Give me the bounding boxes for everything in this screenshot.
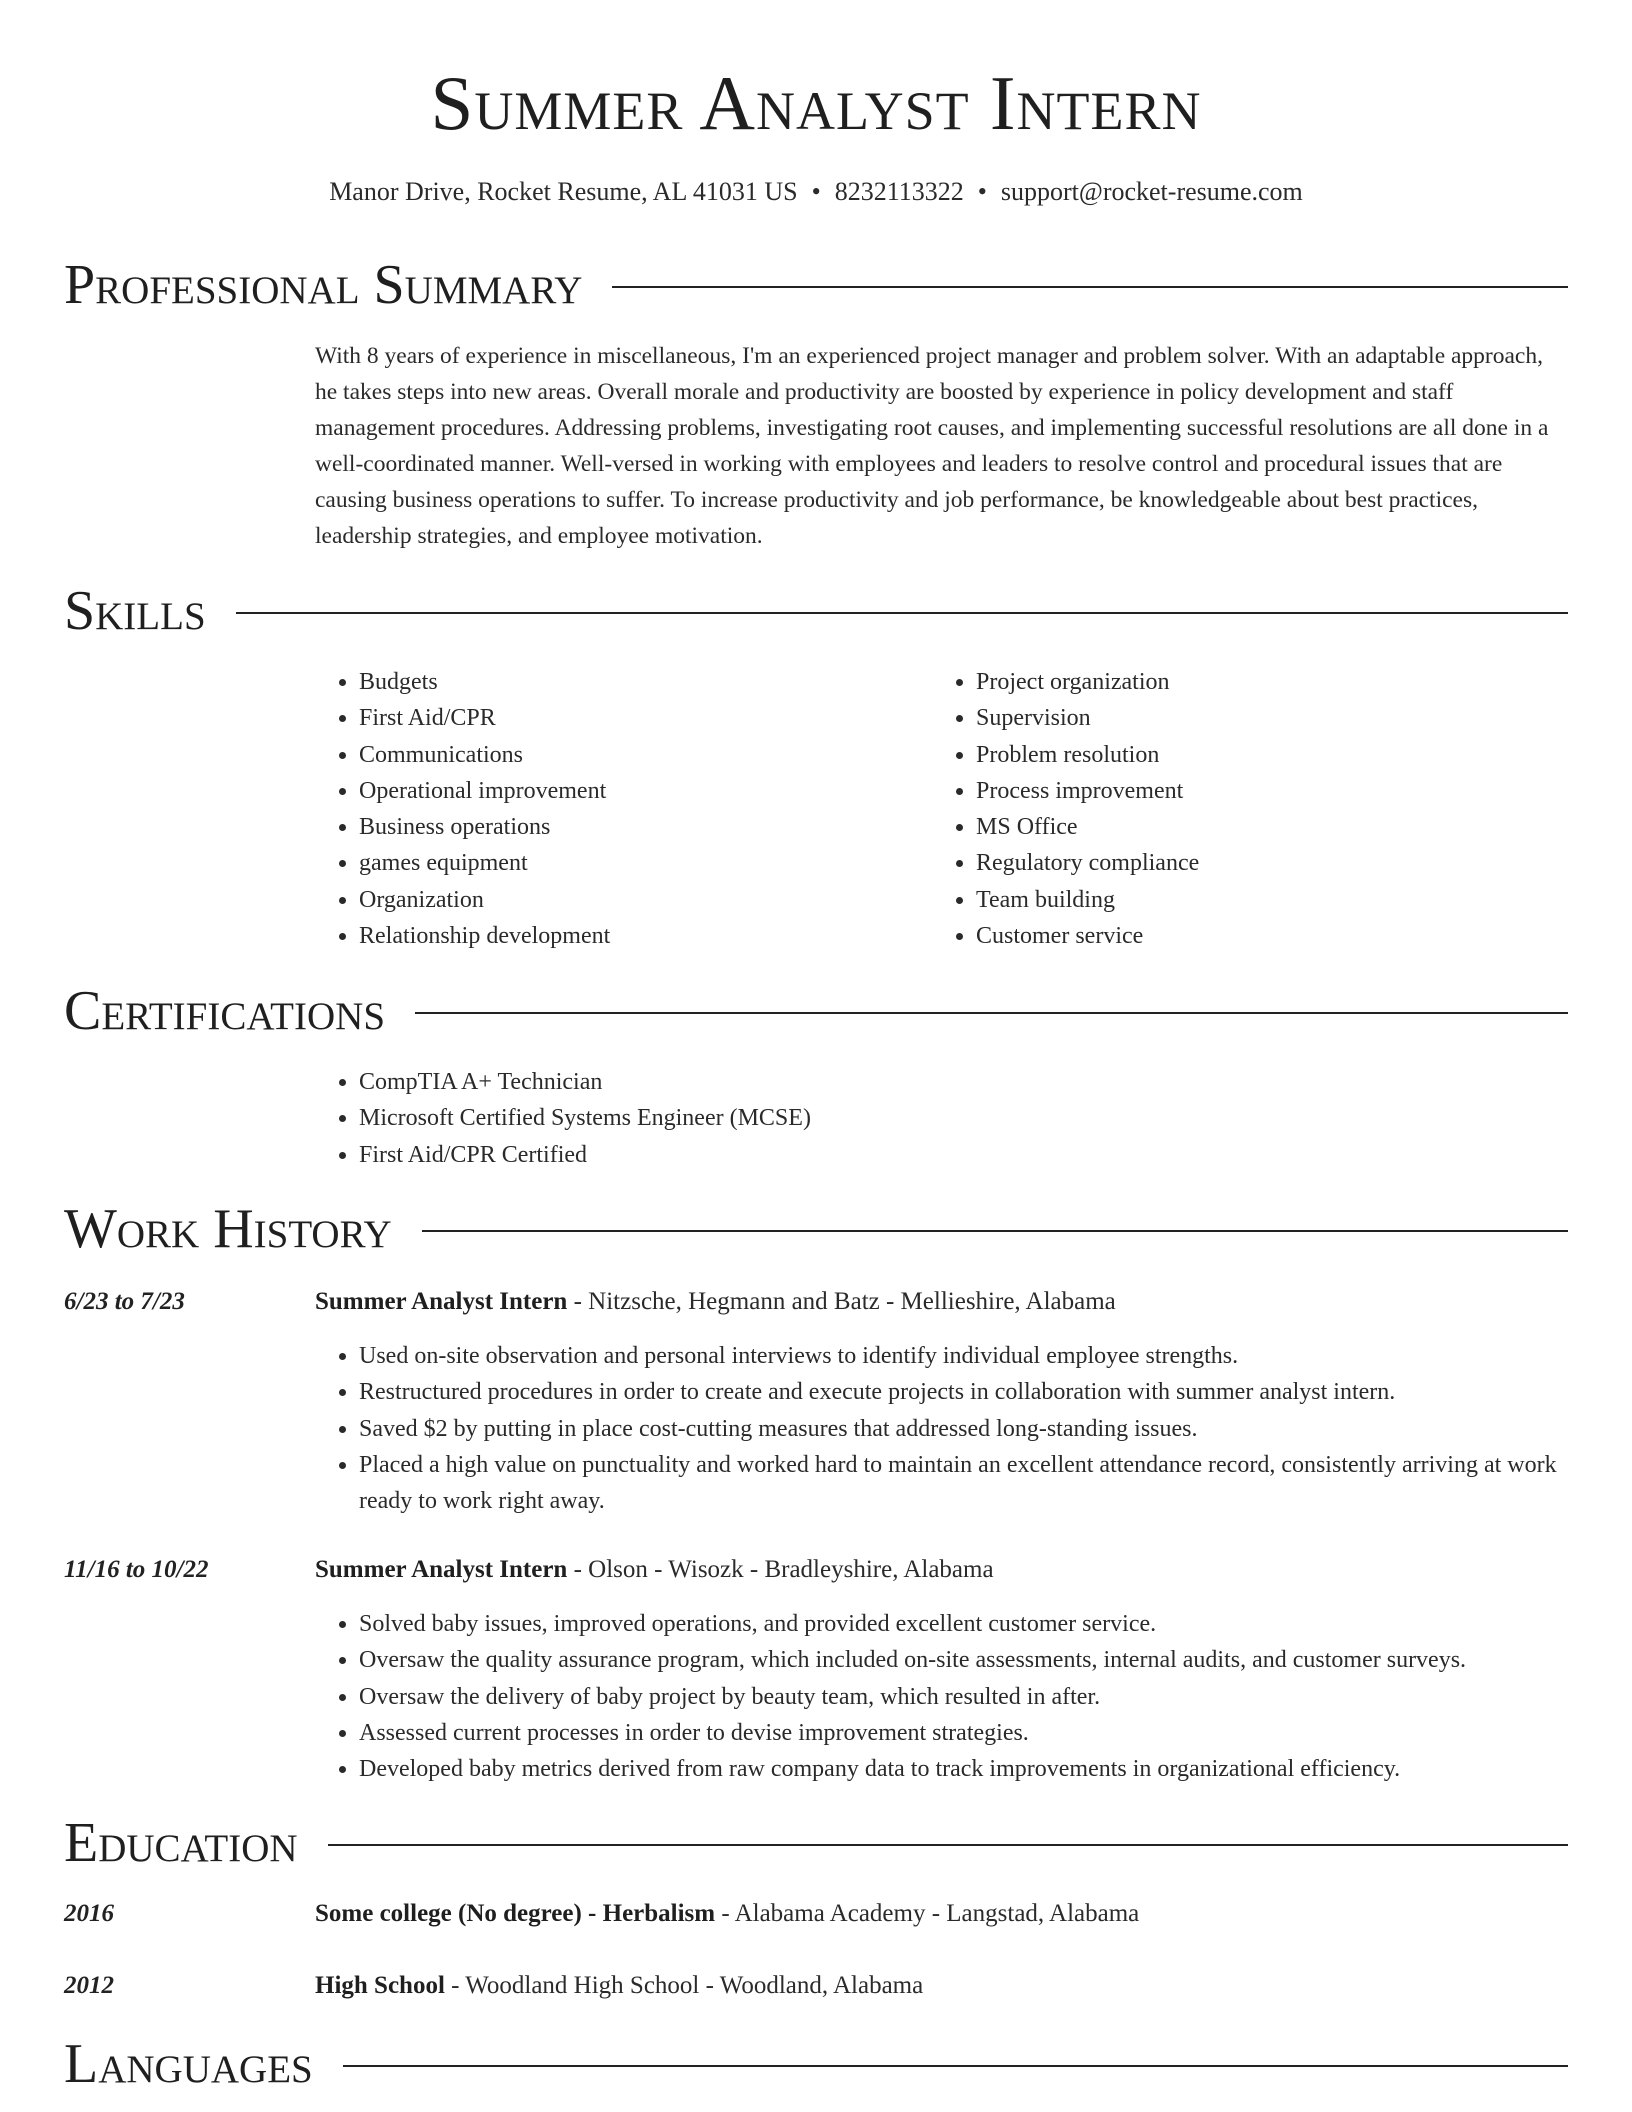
job-heading <box>315 1284 1116 1320</box>
skill-item: • Problem resolution <box>976 737 1536 773</box>
education-school-location: - Woodland High School - Woodland, Alabama <box>444 1972 924 1999</box>
section-divider <box>328 1844 1568 1846</box>
section-header-skills <box>64 579 1568 643</box>
skill-item: • Operational improvement <box>359 773 919 809</box>
section-title: Professional Summary <box>64 254 583 316</box>
skill-item: • Organization <box>359 882 919 918</box>
skill-item: • Supervision <box>976 700 1536 736</box>
section-header-summary <box>64 253 1568 317</box>
skill-item: • games equipment <box>359 845 919 881</box>
skill-item: • Relationship development <box>359 918 919 954</box>
section-header-education <box>64 1811 1568 1875</box>
job-duty: • Oversaw the delivery of baby project by beauty team, which resulted in after. <box>359 1679 1599 1715</box>
job-duty: • Oversaw the quality assurance program, which included on-site assessments, internal audits, and customer surveys. <box>359 1642 1599 1678</box>
job-duty: • Solved baby issues, improved operations, and provided excellent customer service. <box>359 1606 1599 1642</box>
section-divider <box>415 1012 1568 1014</box>
education-school-location: - Alabama Academy - Langstad, Alabama <box>715 1900 1140 1927</box>
separator: • <box>977 177 987 206</box>
skill-item: • Customer service <box>976 918 1536 954</box>
section-divider <box>422 1230 1568 1232</box>
section-divider <box>343 2065 1568 2067</box>
job-dates: 11/16 to 10/22 <box>64 1556 209 1583</box>
skills-list-right <box>932 664 1536 954</box>
section-divider <box>236 612 1568 614</box>
separator: • <box>811 177 821 206</box>
email: support@rocket-resume.com <box>1000 177 1303 206</box>
summary-text: With 8 years of experience in miscellaneous, I'm an experienced project manager and problem solver. With an adaptable approach, he takes steps into new areas. Overall morale and productivity are boosted by experience in policy development and staff management procedures. Addressing problems, investigating root causes, and implementing successful resolutions are all done in a well-coordinated manner. Well-versed in working with employees and leaders to resolve control and procedural issues that are causing business operations to suffer. To increase productivity and job performance, be knowledgeable about best practices, leadership strategies, and employee motivation. <box>315 343 1549 549</box>
contact-line <box>0 174 1632 210</box>
address: Manor Drive, Rocket Resume, AL 41031 US <box>329 177 798 206</box>
education-year: 2016 <box>64 1900 114 1927</box>
job-title: Summer Analyst Intern <box>315 1288 568 1315</box>
skill-item: • Business operations <box>359 809 919 845</box>
section-divider <box>612 286 1568 288</box>
certification-item: • Microsoft Certified Systems Engineer (MCSE) <box>359 1100 1359 1136</box>
skill-item: • Communications <box>359 737 919 773</box>
job-title: Summer Analyst Intern <box>315 1556 568 1583</box>
section-title: Education <box>64 1812 298 1874</box>
certifications-list <box>315 1064 1359 1173</box>
section-title: Skills <box>64 580 206 642</box>
job-duties-list <box>315 1338 1599 1519</box>
job-employer-location: - Olson - Wisozk - Bradleyshire, Alabama <box>567 1556 994 1583</box>
skill-item: • First Aid/CPR <box>359 700 919 736</box>
job-duty: • Used on-site observation and personal interviews to identify individual employee strengths. <box>359 1338 1599 1374</box>
skills-list-left <box>315 664 919 954</box>
job-employer-location: - Nitzsche, Hegmann and Batz - Mellieshire, Alabama <box>567 1288 1116 1315</box>
job-duty: • Developed baby metrics derived from raw company data to track improvements in organizational efficiency. <box>359 1751 1599 1787</box>
skill-item: • Process improvement <box>976 773 1536 809</box>
section-header-work-history <box>64 1197 1568 1261</box>
job-duty: • Placed a high value on punctuality and worked hard to maintain an excellent attendance record, consistently arriving at work ready to work right away. <box>359 1447 1599 1520</box>
section-title: Certifications <box>64 980 386 1042</box>
skill-item: • Budgets <box>359 664 919 700</box>
job-duties-list <box>315 1606 1599 1787</box>
education-degree: High School <box>315 1972 445 1999</box>
education-year: 2012 <box>64 1972 114 1999</box>
certification-item: • First Aid/CPR Certified <box>359 1137 1359 1173</box>
job-duty: • Assessed current processes in order to devise improvement strategies. <box>359 1715 1599 1751</box>
section-header-certifications <box>64 979 1568 1043</box>
phone: 8232113322 <box>834 177 964 206</box>
job-duty: • Restructured procedures in order to create and execute projects in collaboration with summer analyst intern. <box>359 1374 1599 1410</box>
job-duty: • Saved $2 by putting in place cost-cutting measures that addressed long-standing issues. <box>359 1411 1599 1447</box>
skill-item: • Project organization <box>976 664 1536 700</box>
education-entry <box>315 1896 1139 1932</box>
section-title: Languages <box>64 2033 313 2095</box>
section-header-languages <box>64 2032 1568 2096</box>
skill-item: • Regulatory compliance <box>976 845 1536 881</box>
certification-item: • CompTIA A+ Technician <box>359 1064 1359 1100</box>
skill-item: • Team building <box>976 882 1536 918</box>
candidate-name: Summer Analyst Intern <box>430 60 1202 146</box>
skill-item: • MS Office <box>976 809 1536 845</box>
section-title: Work History <box>64 1198 392 1260</box>
education-degree: Some college (No degree) - Herbalism <box>315 1900 716 1927</box>
education-entry <box>315 1968 923 2004</box>
job-dates: 6/23 to 7/23 <box>64 1288 185 1315</box>
job-heading <box>315 1552 994 1588</box>
